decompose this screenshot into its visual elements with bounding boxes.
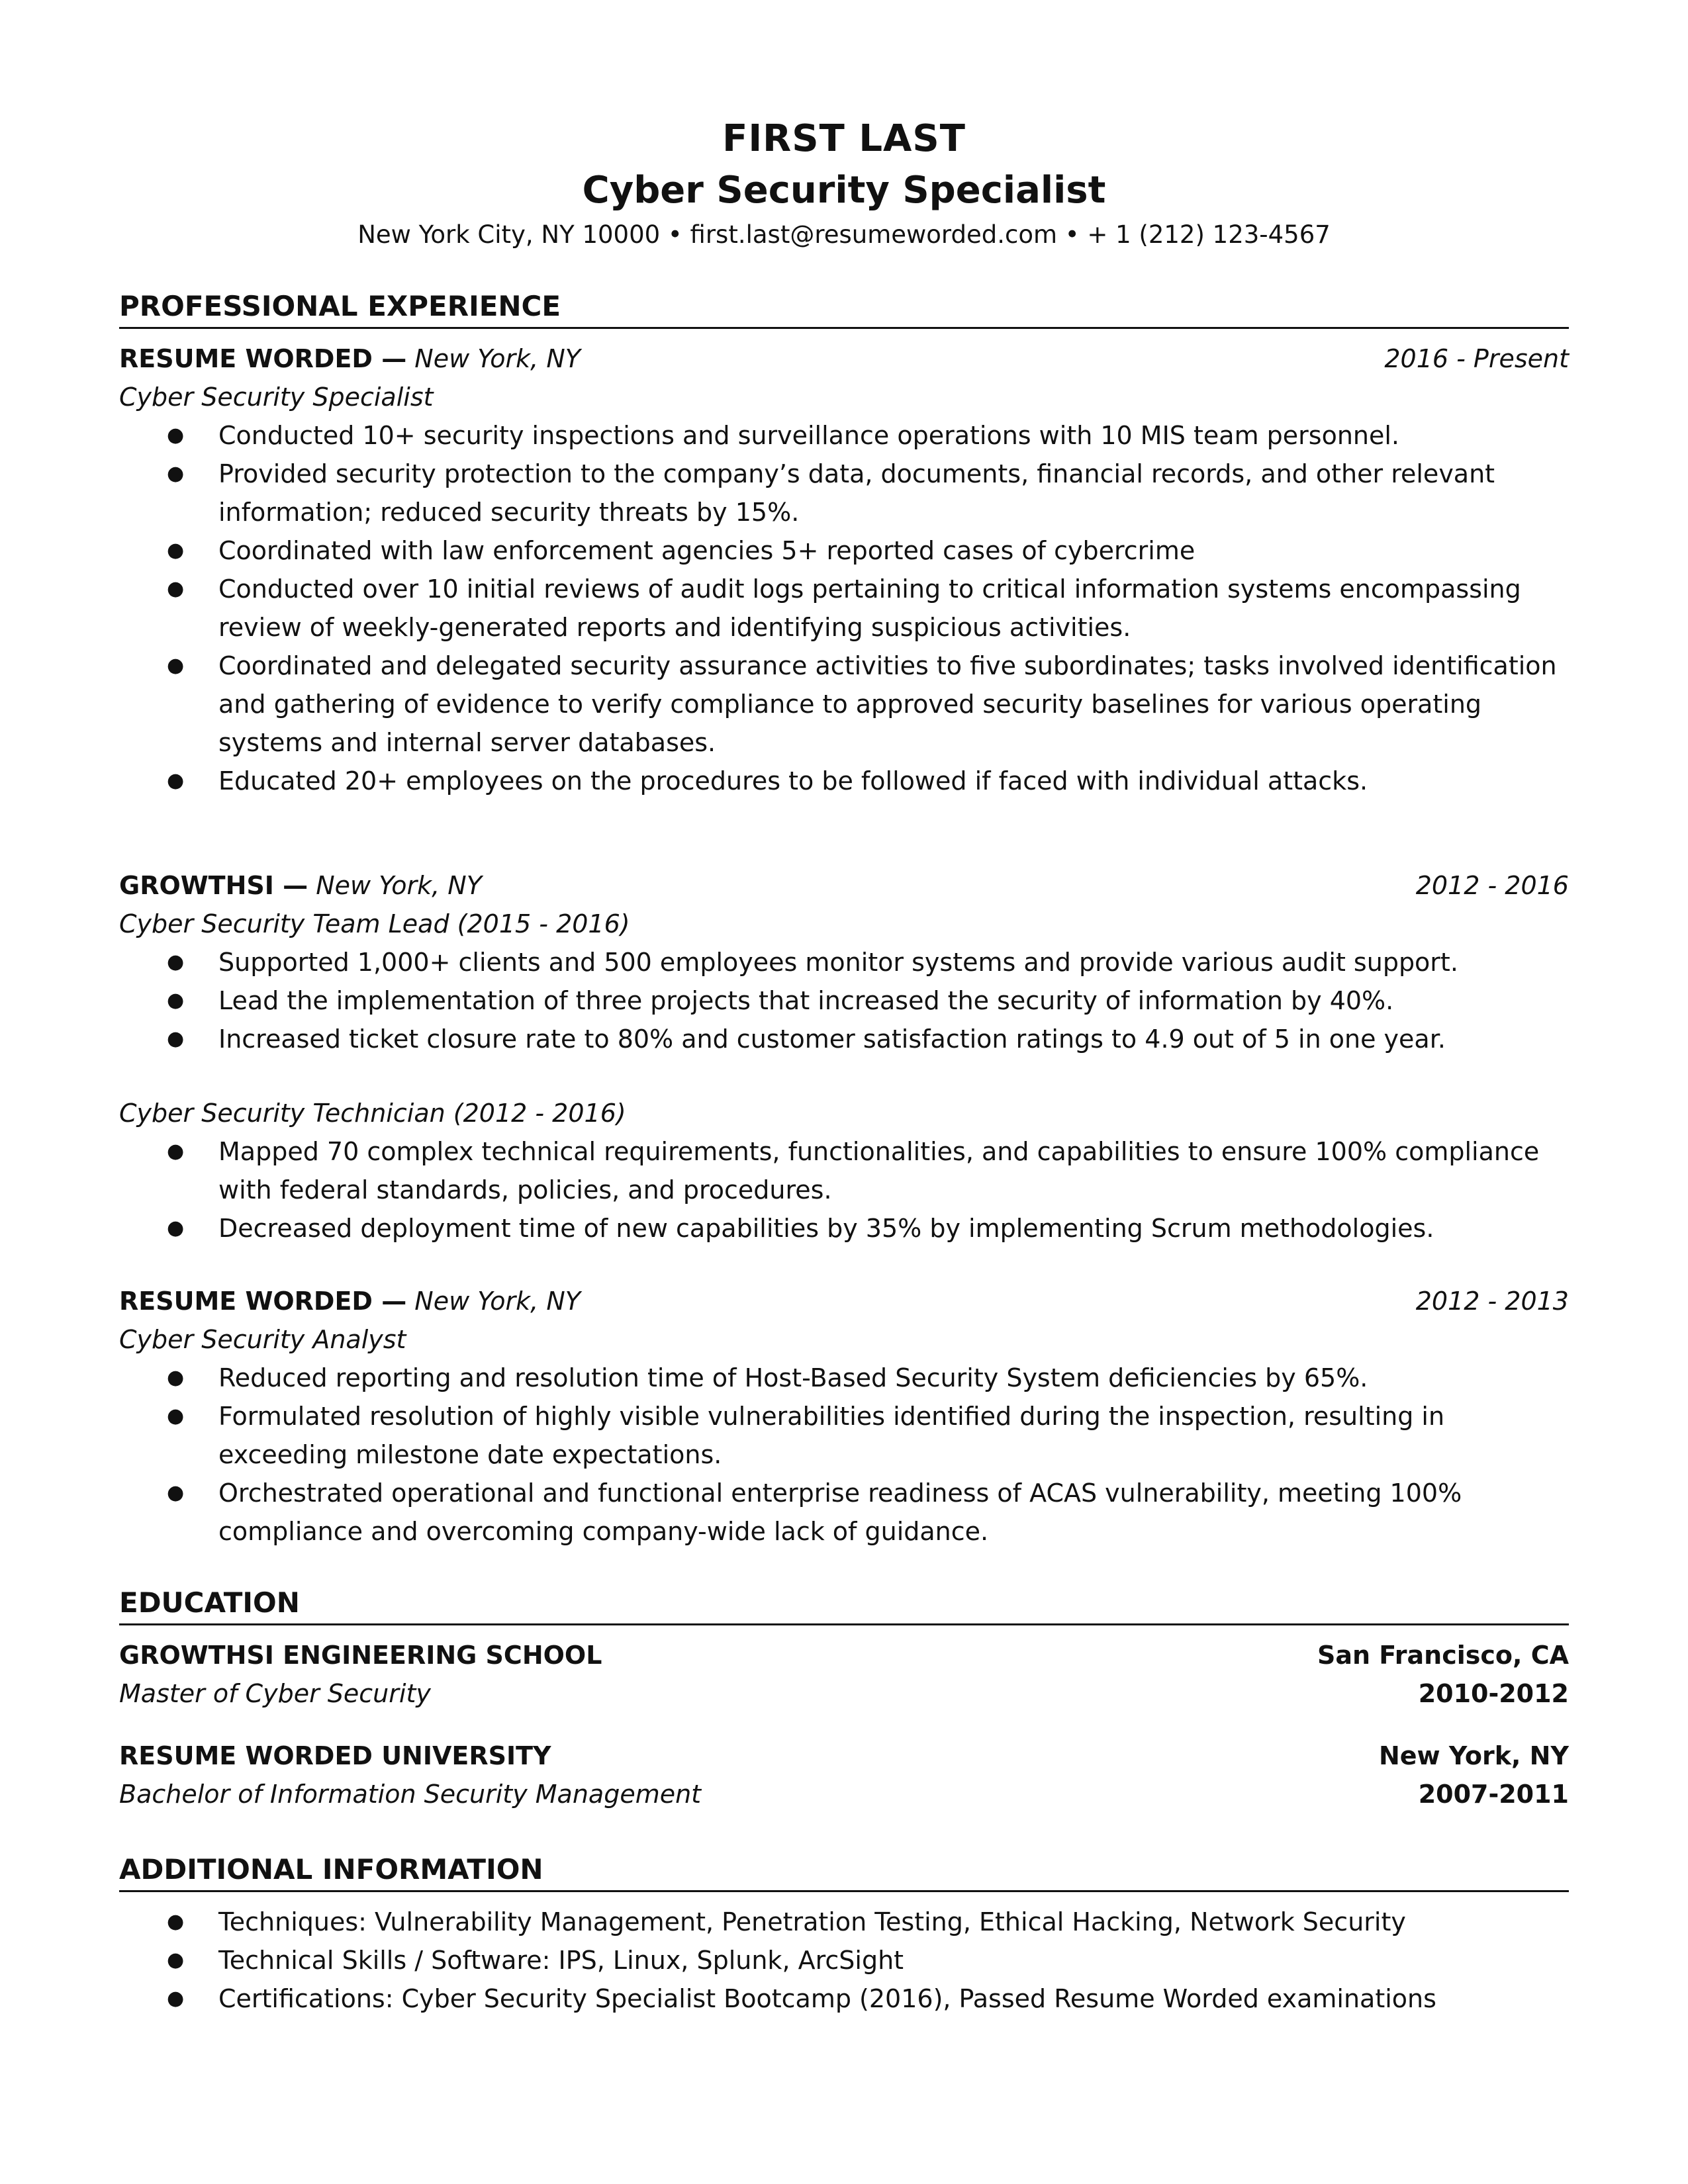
degree-years: 2010-2012 [1418, 1679, 1569, 1708]
experience-title: PROFESSIONAL EXPERIENCE [119, 287, 1569, 329]
bullet-item: ● Decreased deployment time of new capabilities by 35% by implementing Scrum methodologies. [119, 1209, 1569, 1248]
job-dates: 2016 - Present [1384, 344, 1569, 373]
job-header [119, 866, 1569, 905]
bullet-item: ● Supported 1,000+ clients and 500 employees monitor systems and provide various audit support. [119, 943, 1569, 981]
education-entry [119, 1737, 1569, 1813]
job-company-location [119, 340, 581, 378]
education-detail [119, 1775, 1569, 1813]
bullet-item: ● Technical Skills / Software: IPS, Linux, Splunk, ArcSight [119, 1941, 1569, 1979]
job-company: RESUME WORDED — [119, 344, 407, 373]
bullet-item: ● Increased ticket closure rate to 80% and customer satisfaction ratings to 4.9 out of 5 in one year. [119, 1020, 1569, 1058]
job-header [119, 1282, 1569, 1320]
bullet-item: ● Certifications: Cyber Security Specialist Bootcamp (2016), Passed Resume Worded examinations [119, 1979, 1569, 2018]
education-header [119, 1636, 1569, 1674]
job-bullets-secondary [119, 1132, 1569, 1248]
school-name: RESUME WORDED UNIVERSITY [119, 1741, 551, 1770]
bullet-item: ● Conducted over 10 initial reviews of audit logs pertaining to critical information systems encompassing review of weekly-generated reports and identifying suspicious activities. [119, 570, 1569, 647]
job-role-secondary: Cyber Security Technician (2012 - 2016) [119, 1099, 626, 1128]
bullet-item: ● Orchestrated operational and functional enterprise readiness of ACAS vulnerability, meeting 100% compliance and overcoming company-wide lack of guidance. [119, 1474, 1569, 1551]
additional-title: ADDITIONAL INFORMATION [119, 1850, 1569, 1892]
job-entry [119, 340, 1569, 800]
bullet-item: ● Coordinated with law enforcement agencies 5+ reported cases of cybercrime [119, 531, 1569, 570]
bullet-item: ● Coordinated and delegated security assurance activities to five subordinates; tasks involved identification and gathering of evidence to verify compliance to approved security baselines for various operating systems and internal server databases. [119, 647, 1569, 762]
experience-section [119, 287, 1569, 1551]
education-header [119, 1737, 1569, 1775]
bullet-item: ● Lead the implementation of three projects that increased the security of information by 40%. [119, 981, 1569, 1020]
job-header [119, 340, 1569, 378]
job-role: Cyber Security Analyst [119, 1325, 406, 1354]
job-entry [119, 1282, 1569, 1551]
school-location: New York, NY [1378, 1741, 1569, 1770]
additional-bullets [119, 1903, 1569, 2018]
bullet-item: ● Formulated resolution of highly visible vulnerabilities identified during the inspection, resulting in exceeding milestone date expectations. [119, 1397, 1569, 1474]
bullet-item: ● Educated 20+ employees on the procedures to be followed if faced with individual attacks. [119, 762, 1569, 800]
education-entry [119, 1636, 1569, 1713]
job-role: Cyber Security Team Lead (2015 - 2016) [119, 909, 630, 938]
bullet-item: ● Mapped 70 complex technical requirements, functionalities, and capabilities to ensure 100% compliance with federal standards, policies, and procedures. [119, 1132, 1569, 1209]
job-location: New York, NY [414, 344, 581, 373]
job-company-location [119, 1282, 581, 1320]
education-section [119, 1584, 1569, 1813]
school-name: GROWTHSI ENGINEERING SCHOOL [119, 1641, 602, 1670]
education-title: EDUCATION [119, 1584, 1569, 1625]
job-company-location [119, 866, 482, 905]
job-dates: 2012 - 2013 [1415, 1287, 1569, 1316]
school-location: San Francisco, CA [1317, 1641, 1569, 1670]
job-dates: 2012 - 2016 [1415, 871, 1569, 900]
bullet-item: ● Provided security protection to the company’s data, documents, financial records, and other relevant information; reduced security threats by 15%. [119, 455, 1569, 531]
additional-section [119, 1850, 1569, 2018]
job-company: GROWTHSI — [119, 871, 308, 900]
job-bullets [119, 416, 1569, 800]
job-entry [119, 866, 1569, 1248]
degree: Master of Cyber Security [119, 1679, 431, 1708]
job-bullets [119, 943, 1569, 1058]
resume-page [119, 113, 1569, 2018]
job-bullets [119, 1359, 1569, 1551]
degree: Bachelor of Information Security Management [119, 1780, 702, 1809]
bullet-item: ● Conducted 10+ security inspections and surveillance operations with 10 MIS team personnel. [119, 416, 1569, 455]
job-role: Cyber Security Specialist [119, 383, 434, 412]
resume-header [119, 113, 1569, 254]
bullet-item: ● Techniques: Vulnerability Management, Penetration Testing, Ethical Hacking, Network Security [119, 1903, 1569, 1941]
contact-line: New York City, NY 10000 • first.last@resumeworded.com • + 1 (212) 123-4567 [357, 220, 1331, 249]
job-location: New York, NY [414, 1287, 581, 1316]
job-location: New York, NY [316, 871, 482, 900]
candidate-name: FIRST LAST [722, 117, 966, 160]
degree-years: 2007-2011 [1418, 1780, 1569, 1809]
bullet-item: ● Reduced reporting and resolution time of Host-Based Security System deficiencies by 65%. [119, 1359, 1569, 1397]
candidate-headline: Cyber Security Specialist [582, 169, 1106, 212]
education-detail [119, 1674, 1569, 1713]
job-company: RESUME WORDED — [119, 1287, 407, 1316]
